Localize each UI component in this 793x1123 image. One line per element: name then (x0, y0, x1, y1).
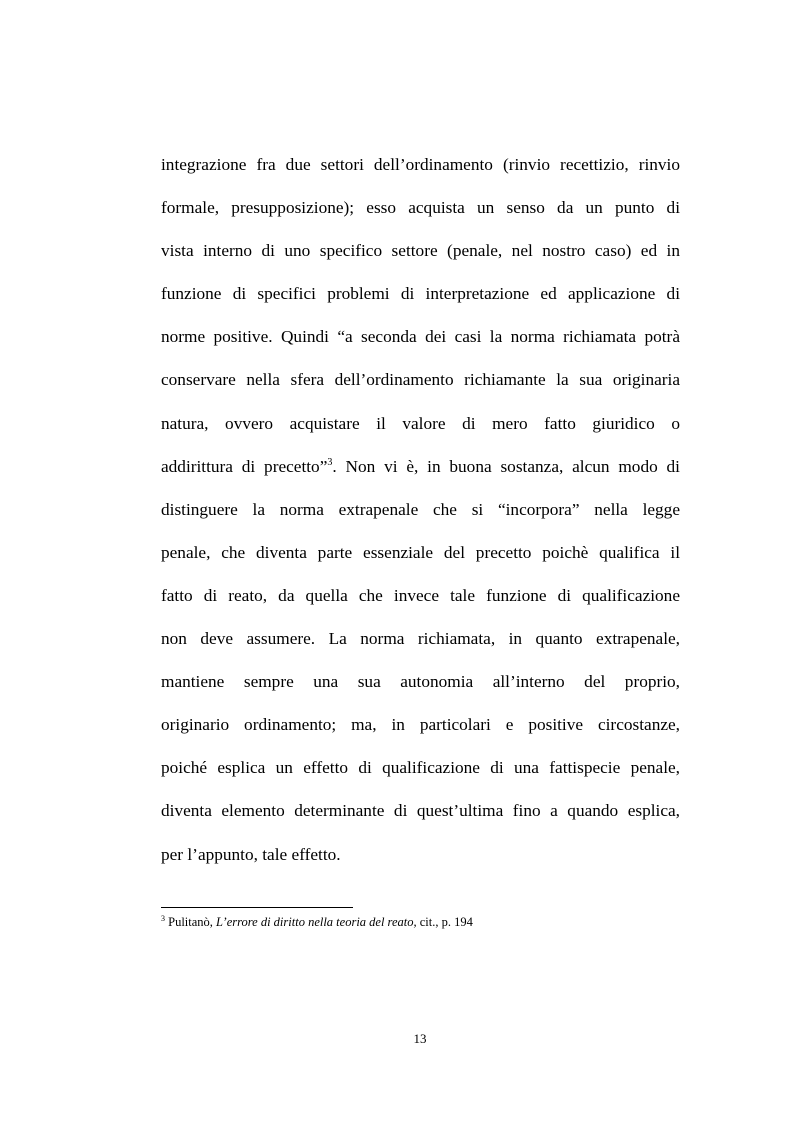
text-line: per l’appunto, tale effetto. (161, 844, 341, 864)
text-line: formale, presupposizione); esso acquista un senso da un punto di (161, 198, 680, 218)
main-text (161, 143, 680, 876)
footnote (161, 914, 473, 930)
text-line: originario ordinamento; ma, in particolari e positive circostanze, (161, 715, 680, 735)
text-line: natura, ovvero acquistare il valore di mero fatto giuridico o (161, 413, 680, 433)
text-line: mantiene sempre una sua autonomia all’interno del proprio, (161, 672, 680, 692)
text-line: funzione di specifici problemi di interpretazione ed applicazione di (161, 284, 680, 304)
footnote-reference[interactable]: 3 (327, 456, 333, 468)
footnote-number: 3 (161, 914, 165, 923)
text-line: integrazione fra due settori dell’ordinamento (rinvio recettizio, rinvio (161, 155, 680, 174)
text-line: conservare nella sfera dell’ordinamento richiamante la sua originaria (161, 370, 680, 390)
footnote-separator (161, 907, 353, 908)
text-fragment: . Non vi è, in buona sostanza, alcun modo di (332, 456, 680, 476)
text-line: vista interno di uno specifico settore (penale, nel nostro caso) ed in (161, 241, 680, 261)
text-line: penale, che diventa parte essenziale del precetto poichè qualifica il (161, 542, 680, 562)
text-line-with-footnote-ref (161, 445, 680, 488)
footnote-citation: cit., p. 194 (416, 915, 473, 929)
footnote-author: Pulitanò, (168, 915, 217, 929)
footnote-title: L’errore di diritto nella teoria del reato, (216, 915, 417, 929)
text-line: distinguere la norma extrapenale che si “incorpora” nella legge (161, 499, 680, 519)
text-line: diventa elemento determinante di quest’ultima fino a quando esplica, (161, 801, 680, 821)
text-line: poiché esplica un effetto di qualificazione di una fattispecie penale, (161, 758, 680, 778)
text-line: non deve assumere. La norma richiamata, in quanto extrapenale, (161, 629, 680, 649)
page-number: 13 (413, 1031, 427, 1046)
text-line: norme positive. Quindi “a seconda dei casi la norma richiamata potrà (161, 327, 680, 347)
text-fragment: addirittura di precetto” (161, 456, 328, 476)
text-line: fatto di reato, da quella che invece tale funzione di qualificazione (161, 585, 680, 605)
